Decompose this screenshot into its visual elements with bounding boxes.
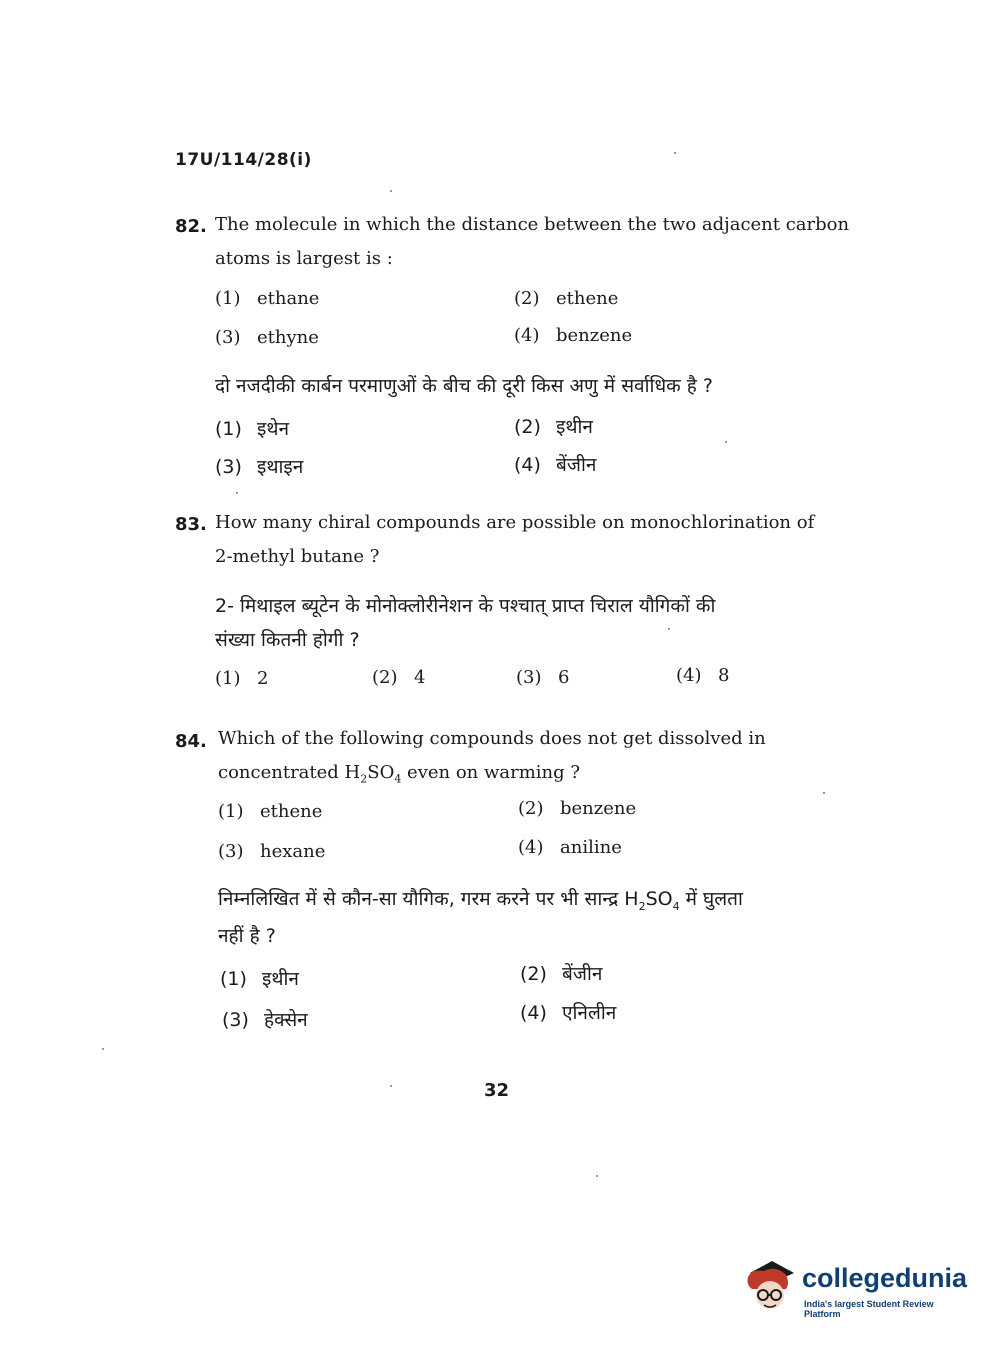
question-number: 84. [175,731,207,752]
question-text-hi-line2: नहीं है ? [218,925,276,947]
option-hi-3: (3) हेक्सेन [222,1009,308,1031]
scan-speck [674,152,676,154]
option-hi-4: (4) बेंजीन [514,454,597,476]
option-4: (4) 8 [676,665,730,686]
option-hi-4: (4) एनिलीन [520,1002,617,1024]
question-text-en-line2: 2-methyl butane ? [215,546,380,567]
option-1: (1) ethane [215,288,320,309]
option-4: (4) benzene [514,325,633,346]
question-number: 83. [175,514,207,535]
option-hi-2: (2) बेंजीन [520,963,603,985]
paper-code: 17U/114/28(i) [175,150,312,170]
logo-tagline: India's largest Student Review Platform [804,1299,934,1319]
scan-speck [596,1175,598,1177]
question-text-hi: दो नजदीकी कार्बन परमाणुओं के बीच की दूरी किस अणु में सर्वाधिक है ? [215,375,713,397]
page-number: 32 [484,1080,510,1101]
question-text-hi-line1: निम्नलिखित में से कौन-सा यौगिक, गरम करने पर भी सान्द्र $H_2SO_4$ में घुलता [218,888,743,913]
scan-speck [390,190,392,192]
option-2: (2) 4 [372,667,426,688]
scan-speck [725,441,727,443]
option-2: (2) ethene [514,288,619,309]
mascot-logo-icon [742,1255,800,1317]
scan-speck [668,628,670,630]
question-text-en-line2: concentrated $H_2SO_4$ even on warming ? [218,762,581,786]
option-1: (1) 2 [215,668,269,689]
scan-speck [102,1048,104,1050]
collegedunia-logo [742,1253,972,1323]
question-text-en-line1: The molecule in which the distance between the two adjacent carbon [215,214,850,235]
question-number: 82. [175,216,207,237]
scan-speck [390,1085,392,1087]
question-text-en-line1: How many chiral compounds are possible on monochlorination of [215,512,815,533]
option-3: (3) 6 [516,667,570,688]
option-hi-1: (1) इथेन [215,418,290,440]
option-1: (1) ethene [218,801,323,822]
question-text-en-line2: atoms is largest is : [215,248,393,269]
option-3: (3) hexane [218,841,326,862]
option-hi-3: (3) इथाइन [215,456,304,478]
option-hi-1: (1) इथीन [220,968,299,990]
option-2: (2) benzene [518,798,637,819]
option-hi-2: (2) इथीन [514,416,593,438]
scan-speck [236,492,238,494]
question-text-hi-line1: 2- मिथाइल ब्यूटेन के मोनोक्लोरीनेशन के पश्चात् प्राप्त चिराल यौगिकों की [215,595,716,617]
question-text-en-line1: Which of the following compounds does not get dissolved in [218,728,766,749]
scan-speck [823,792,825,794]
logo-name: collegedunia [802,1263,968,1293]
question-text-hi-line2: संख्या कितनी होगी ? [215,629,360,651]
option-3: (3) ethyne [215,327,319,348]
option-4: (4) aniline [518,837,622,858]
